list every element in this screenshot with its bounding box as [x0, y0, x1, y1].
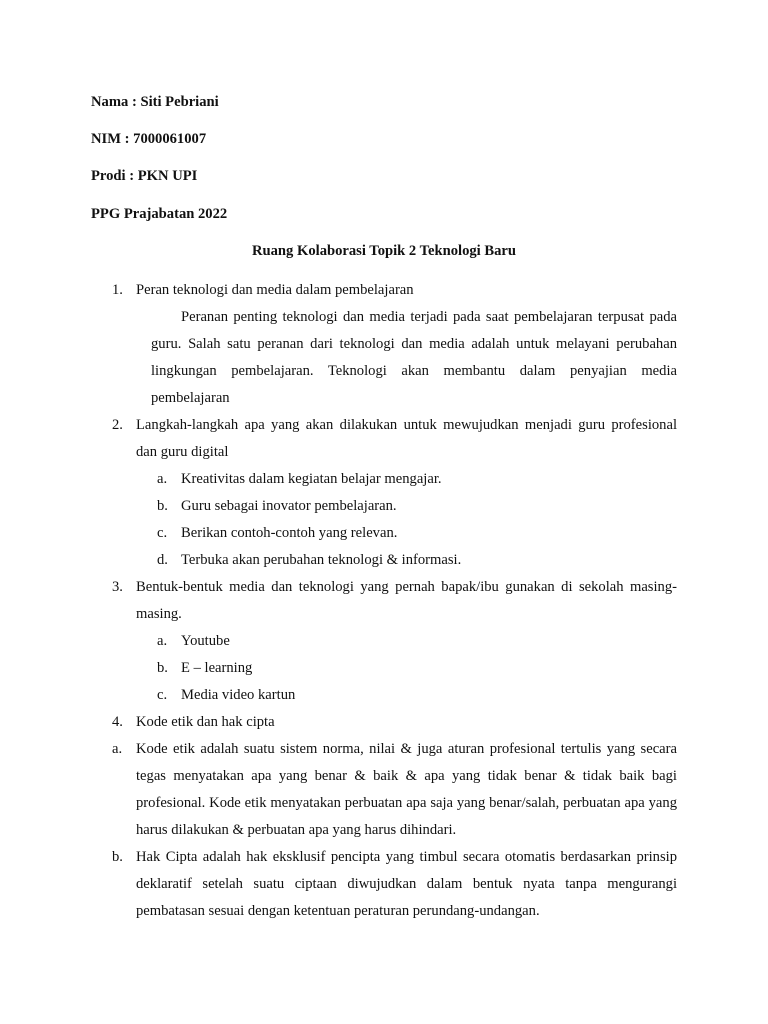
- list-item: [91, 520, 677, 547]
- list-marker: b.: [157, 660, 168, 676]
- list-marker: 1.: [112, 282, 123, 298]
- list-item: [91, 682, 677, 709]
- question-text: Kode etik dan hak cipta: [136, 714, 275, 730]
- question-1: [91, 277, 677, 304]
- list-item-text: Kreativitas dalam kegiatan belajar mengajar.: [181, 471, 442, 487]
- student-name: Nama : Siti Pebriani: [91, 94, 219, 110]
- question-4: [91, 709, 677, 736]
- list-marker: c.: [157, 687, 168, 703]
- list-item-text: Youtube: [181, 633, 230, 649]
- question-text: Peran teknologi dan media dalam pembelajaran: [136, 282, 414, 298]
- question-2: [91, 412, 677, 466]
- list-marker: 4.: [112, 714, 123, 730]
- definition-kode-etik: [91, 736, 677, 844]
- list-item: [91, 547, 677, 574]
- question-1-answer: [91, 304, 677, 412]
- definition-text: Hak Cipta adalah hak eksklusif pencipta yang timbul secara otomatis berdasarkan prinsip deklaratif setelah suatu ciptaan diwujudkan dalam bentuk nyata tanpa mengurangi pembatasan sesuai dengan ketentuan peraturan perundang-undangan.: [136, 849, 677, 919]
- question-text: Bentuk-bentuk media dan teknologi yang pernah bapak/ibu gunakan di sekolah masing-masing.: [136, 579, 677, 622]
- list-marker: b.: [157, 498, 168, 514]
- list-item: [91, 493, 677, 520]
- program-name: PPG Prajabatan 2022: [91, 206, 228, 222]
- definition-text: Kode etik adalah suatu sistem norma, nilai & juga aturan profesional tertulis yang secara tegas menyatakan apa yang benar & baik & apa yang tidak benar & tidak baik bagi profesional. Kode etik menyatakan perbuatan apa saja yang benar/salah, perbuatan apa yang harus dilakukan & perbuatan apa yang harus dihindari.: [136, 741, 677, 838]
- list-marker: 2.: [112, 417, 123, 433]
- document-title: Ruang Kolaborasi Topik 2 Teknologi Baru: [251, 243, 516, 259]
- list-item-text: Guru sebagai inovator pembelajaran.: [181, 498, 397, 514]
- question-3: [91, 574, 677, 628]
- list-marker: a.: [112, 741, 123, 757]
- list-item: [91, 655, 677, 682]
- list-item-text: Berikan contoh-contoh yang relevan.: [181, 525, 398, 541]
- list-item-text: Media video kartun: [181, 687, 296, 703]
- list-item-text: Terbuka akan perubahan teknologi & informasi.: [181, 552, 462, 568]
- student-nim: NIM : 7000061007: [91, 131, 207, 147]
- list-marker: c.: [157, 525, 168, 541]
- list-item: [91, 466, 677, 493]
- list-marker: a.: [157, 471, 168, 487]
- list-marker: d.: [157, 552, 168, 568]
- study-program: Prodi : PKN UPI: [91, 168, 198, 184]
- document-body: [91, 277, 677, 925]
- list-item: [91, 628, 677, 655]
- list-marker: a.: [157, 633, 168, 649]
- answer-paragraph: Peranan penting teknologi dan media terjadi pada saat pembelajaran terpusat pada guru. Salah satu peranan dari teknologi dan media adalah untuk melayani perubahan lingkungan pembelajaran. Teknologi akan membantu dalam penyajian media pembelajaran: [151, 309, 677, 406]
- list-marker: 3.: [112, 579, 123, 595]
- list-item-text: E – learning: [181, 660, 253, 676]
- question-text: Langkah-langkah apa yang akan dilakukan untuk mewujudkan menjadi guru profesional dan guru digital: [136, 417, 677, 460]
- list-marker: b.: [112, 849, 123, 865]
- definition-hak-cipta: [91, 844, 677, 925]
